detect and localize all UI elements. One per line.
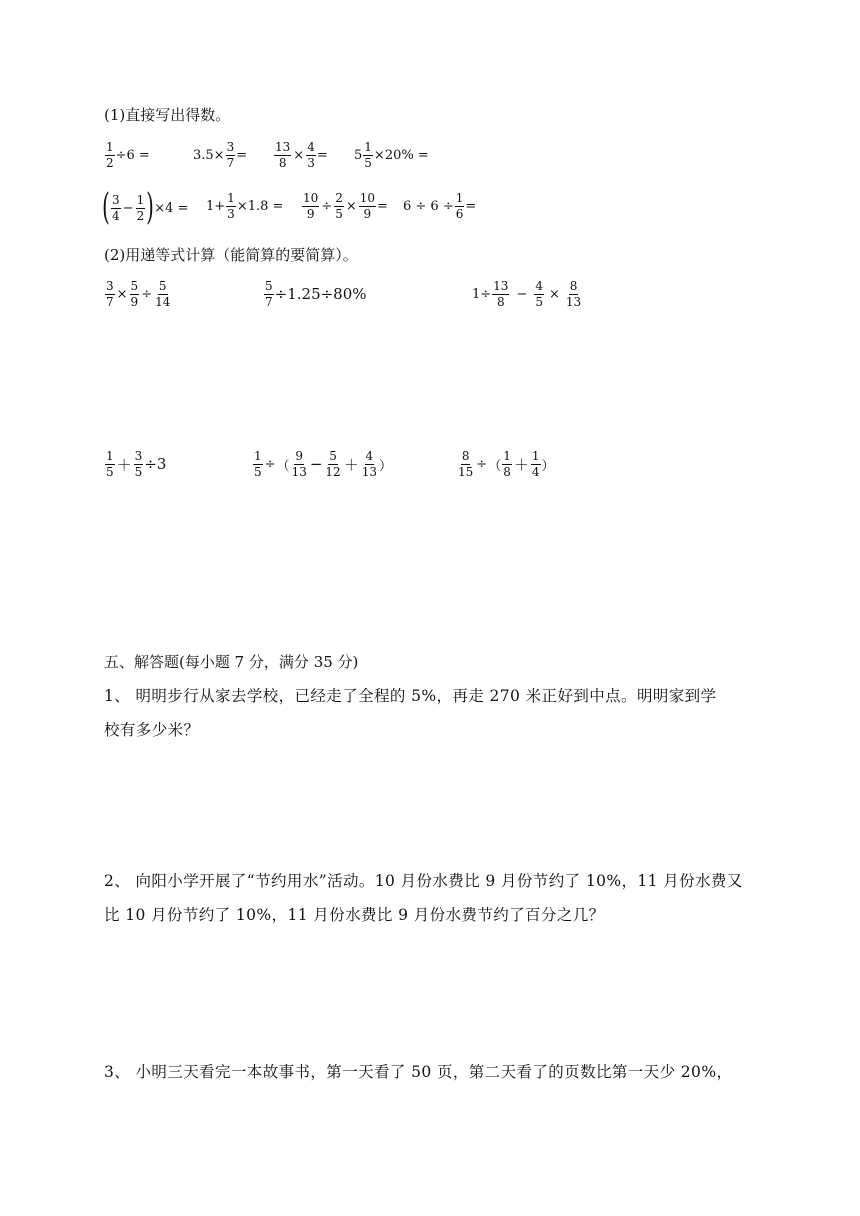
question-3-line-1: 3、 小明三天看完一本故事书，第一天看了 50 页，第二天看了的页数比第一天少 20%， [104,1063,733,1081]
fraction: $\frac{5}{9}$ [130,279,139,309]
question-1 [104,679,716,747]
fraction: $\frac{1}{5}$ [106,449,114,479]
fraction: $\frac{1}{2}$ [106,140,114,170]
question-2-line-1: 2、 向阳小学开展了“节约用水”活动。10 月份水费比 9 月份节约了 10%，11 月份水费又 [104,872,743,890]
question-1-line-1: 1、 明明步行从家去学校，已经走了全程的 5%，再走 270 米正好到中点。明明家到学 [104,687,717,705]
oral-expr-6: 1+ $\frac{1}{3}$ ×1.8 = [206,191,284,221]
fraction: $\frac{3}{7}$ [226,140,235,170]
calc-expr-4: $\frac{1}{5}$ ＋ $\frac{3}{5}$ ÷3 [106,449,167,479]
fraction: $\frac{3}{7}$ [106,279,114,309]
fraction: $\frac{10}{9}$ [303,191,319,221]
fraction: $\frac{8}{13}$ [565,279,582,309]
fraction: $\frac{5}{7}$ [265,279,273,309]
fraction: $\frac{1}{5}$ [364,140,372,170]
right-paren: ) [146,187,155,228]
fraction: $\frac{13}{8}$ [493,279,509,309]
fraction: $\frac{2}{5}$ [335,191,343,221]
calc-expr-5: $\frac{1}{5}$ ÷ （ $\frac{9}{13}$ − $\frac{5}{12}$ ＋ $\frac{4}{13}$ ） [254,449,393,479]
question-2-line-2: 比 10 月份节约了 10%，11 月份水费比 9 月份水费节约了百分之几？ [104,906,605,924]
fraction: $\frac{8}{15}$ [458,449,474,479]
fraction: $\frac{1}{3}$ [227,191,235,221]
section5-title: 五、解答题(每小题 7 分，满分 35 分) [104,653,359,671]
fraction: $\frac{3}{5}$ [134,449,143,479]
calc-expr-2: $\frac{5}{7}$ ÷1.25÷80% [265,279,367,309]
fraction: $\frac{9}{13}$ [291,449,307,479]
fraction: $\frac{1}{2}$ [136,192,145,223]
oral-expr-5: ( $\frac{3}{4}$ − $\frac{1}{2}$ ) ×4 = [102,187,189,228]
fraction: $\frac{1}{4}$ [531,449,540,479]
fraction: $\frac{10}{9}$ [359,191,376,221]
part1-title: (1)直接写出得数。 [104,106,231,124]
oral-expr-1: $\frac{1}{2}$ ÷6 = [106,140,150,170]
question-3 [104,1055,732,1089]
oral-expr-3: $\frac{13}{8}$ × $\frac{4}{3}$ = [275,140,328,170]
oral-expr-2: 3.5× $\frac{3}{7}$ = [193,140,248,170]
part2-title: (2)用递等式计算（能简算的要简算）。 [104,246,358,264]
fraction: $\frac{3}{4}$ [112,192,120,223]
question-2 [104,864,743,932]
fraction: $\frac{1}{6}$ [455,191,464,221]
fraction: $\frac{1}{5}$ [254,449,262,479]
fraction: $\frac{13}{8}$ [275,140,291,170]
question-1-line-2: 校有多少米？ [104,721,200,739]
fraction: $\frac{4}{3}$ [307,140,315,170]
left-paren: ( [102,187,110,228]
calc-expr-1: $\frac{3}{7}$ × $\frac{5}{9}$ ÷ $\frac{5}{14}$ [106,279,171,309]
fraction: $\frac{4}{5}$ [535,279,543,309]
calc-expr-6: $\frac{8}{15}$ ÷ （ $\frac{1}{8}$ ＋ $\frac{1}{4}$ ） [458,449,555,479]
fraction: $\frac{1}{8}$ [503,449,511,479]
oral-expr-8: 6 ÷ 6 ÷ $\frac{1}{6}$ = [403,191,477,221]
calc-expr-3: 1÷ $\frac{13}{8}$ − $\frac{4}{5}$ × $\frac{8}{13}$ [472,279,582,309]
oral-expr-7: $\frac{10}{9}$ ÷ $\frac{2}{5}$ × $\frac{10}{9}$ = [303,191,388,221]
oral-expr-4: 5 $\frac{1}{5}$ ×20% = [354,140,429,170]
fraction: $\frac{5}{12}$ [325,449,341,479]
fraction: $\frac{5}{14}$ [155,279,171,309]
fraction: $\frac{4}{13}$ [361,449,377,479]
